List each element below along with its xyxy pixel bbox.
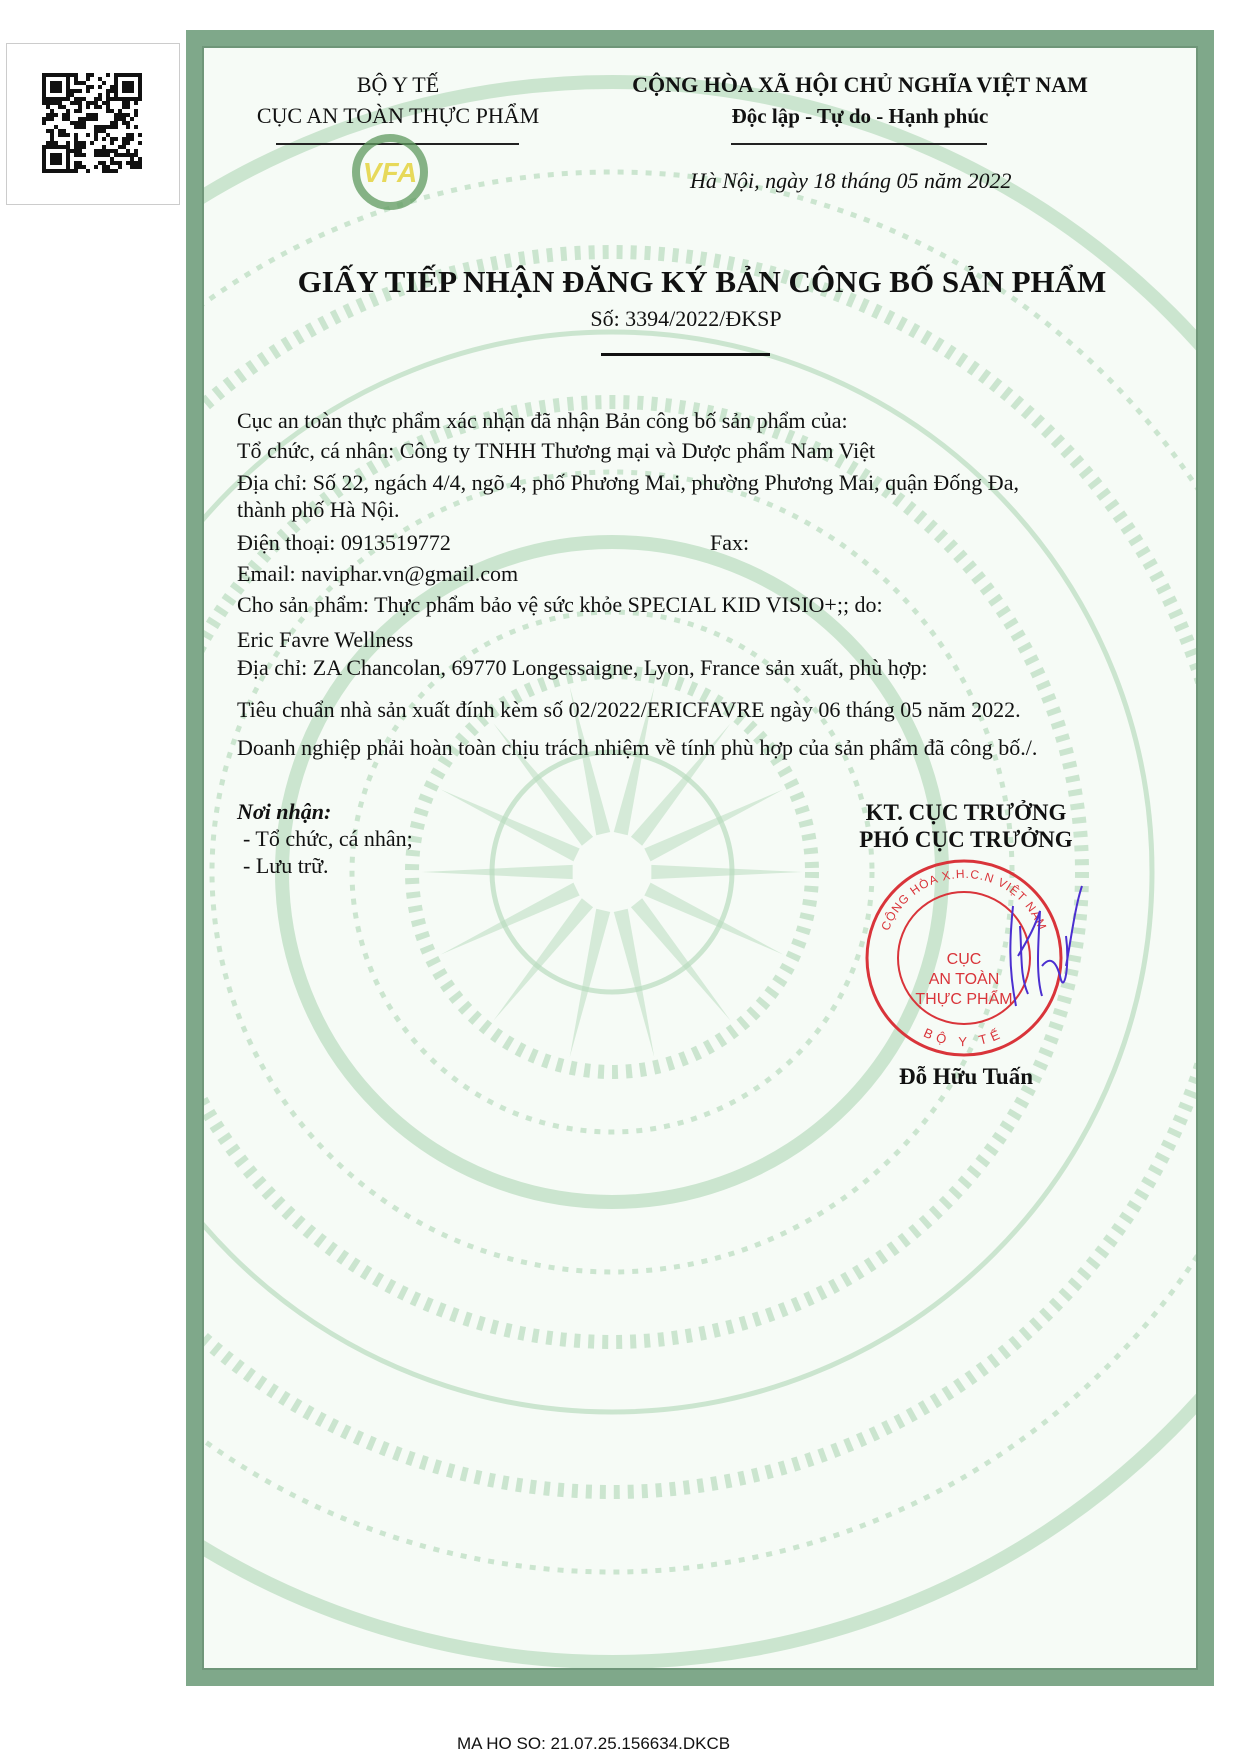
- stamp-outer-text: CỘNG HÒA X.H.C.N VIỆT NAM: [878, 866, 1050, 933]
- pattern-star-ray: [651, 865, 802, 879]
- pattern-star-ray: [422, 865, 573, 879]
- stamp-inner-text: CỤC: [946, 951, 982, 968]
- product: Cho sản phẩm: Thực phẩm bảo vệ sức khỏe SPECIAL KID VISIO+;; do:: [237, 592, 883, 617]
- intro-text: Cục an toàn thực phẩm xác nhận đã nhận Bản công bố sản phẩm của:: [237, 408, 848, 433]
- pattern-star-ray: [494, 898, 594, 1020]
- issue-date: Hà Nội, ngày 18 tháng 05 năm 2022: [690, 168, 1012, 193]
- manufacturer-address: Địa chỉ: ZA Chancolan, 69770 Longessaigne, Lyon, France sản xuất, phù hợp:: [237, 655, 928, 680]
- pattern-star-ray: [614, 909, 655, 1057]
- dossier-code: MA HO SO: 21.07.25.156634.DKCB: [457, 1734, 731, 1753]
- recipient-item: - Lưu trữ.: [243, 853, 329, 878]
- national-motto: Độc lập - Tự do - Hạnh phúc: [731, 104, 989, 128]
- stamp-inner-text: AN TOÀN: [928, 971, 1000, 988]
- svg-text:BỘ Y TẾ: [921, 1025, 1006, 1049]
- department-name: CỤC AN TOÀN THỰC PHẨM: [256, 103, 540, 128]
- responsibility: Doanh nghiệp phải hoàn toàn chịu trách nhiệm về tính phù hợp của sản phẩm đã công bố./.: [237, 735, 1038, 760]
- stamp-inner-text: THỰC PHẨM: [915, 991, 1013, 1008]
- divider: [731, 143, 987, 145]
- standard: Tiêu chuẩn nhà sản xuất đính kèm số 02/2022/ERICFAVRE ngày 06 tháng 05 năm 2022.: [237, 697, 1021, 722]
- recipients-label: Nơi nhận:: [237, 799, 332, 824]
- recipient-item: - Tổ chức, cá nhân;: [243, 826, 413, 851]
- pattern-star-ray: [631, 898, 731, 1020]
- signer-title-2: PHÓ CỤC TRƯỞNG: [859, 827, 1073, 852]
- email: Email: naviphar.vn@gmail.com: [237, 561, 519, 586]
- document-number: Số: 3394/2022/ĐKSP: [590, 306, 782, 331]
- organization: Tổ chức, cá nhân: Công ty TNHH Thương mại và Dược phẩm Nam Việt: [237, 438, 876, 463]
- divider: [601, 353, 770, 356]
- address-line-2: thành phố Hà Nội.: [237, 497, 400, 522]
- qr-code-box: [6, 43, 180, 205]
- pattern-star-ray: [570, 909, 611, 1057]
- signer-name: Đỗ Hữu Tuấn: [899, 1064, 1033, 1089]
- stamp-bottom-text: BỘ Y TẾ: [921, 1024, 1007, 1050]
- svg-text:CỘNG HÒA X.H.C.N VIỆT NAM: [878, 867, 1050, 933]
- country-name: CỘNG HÒA XÃ HỘI CHỦ NGHĨA VIỆT NAM: [632, 72, 1088, 97]
- svg-text:VFA: VFA: [362, 157, 418, 188]
- manufacturer: Eric Favre Wellness: [237, 627, 414, 652]
- address-line-1: Địa chỉ: Số 22, ngách 4/4, ngõ 4, phố Phương Mai, phường Phương Mai, quận Đống Đa,: [237, 470, 1019, 495]
- ministry-name: BỘ Y TẾ: [356, 72, 440, 97]
- signer-title-1: KT. CỤC TRƯỞNG: [865, 800, 1067, 825]
- vfa-logo: [330, 134, 450, 214]
- fax: Fax:: [710, 530, 750, 555]
- document-title: GIẤY TIẾP NHẬN ĐĂNG KÝ BẢN CÔNG BỐ SẢN PHẨM: [297, 264, 1107, 299]
- phone: Điện thoại: 0913519772: [237, 530, 451, 555]
- qr-code: [38, 73, 146, 173]
- official-stamp: [864, 858, 1104, 1058]
